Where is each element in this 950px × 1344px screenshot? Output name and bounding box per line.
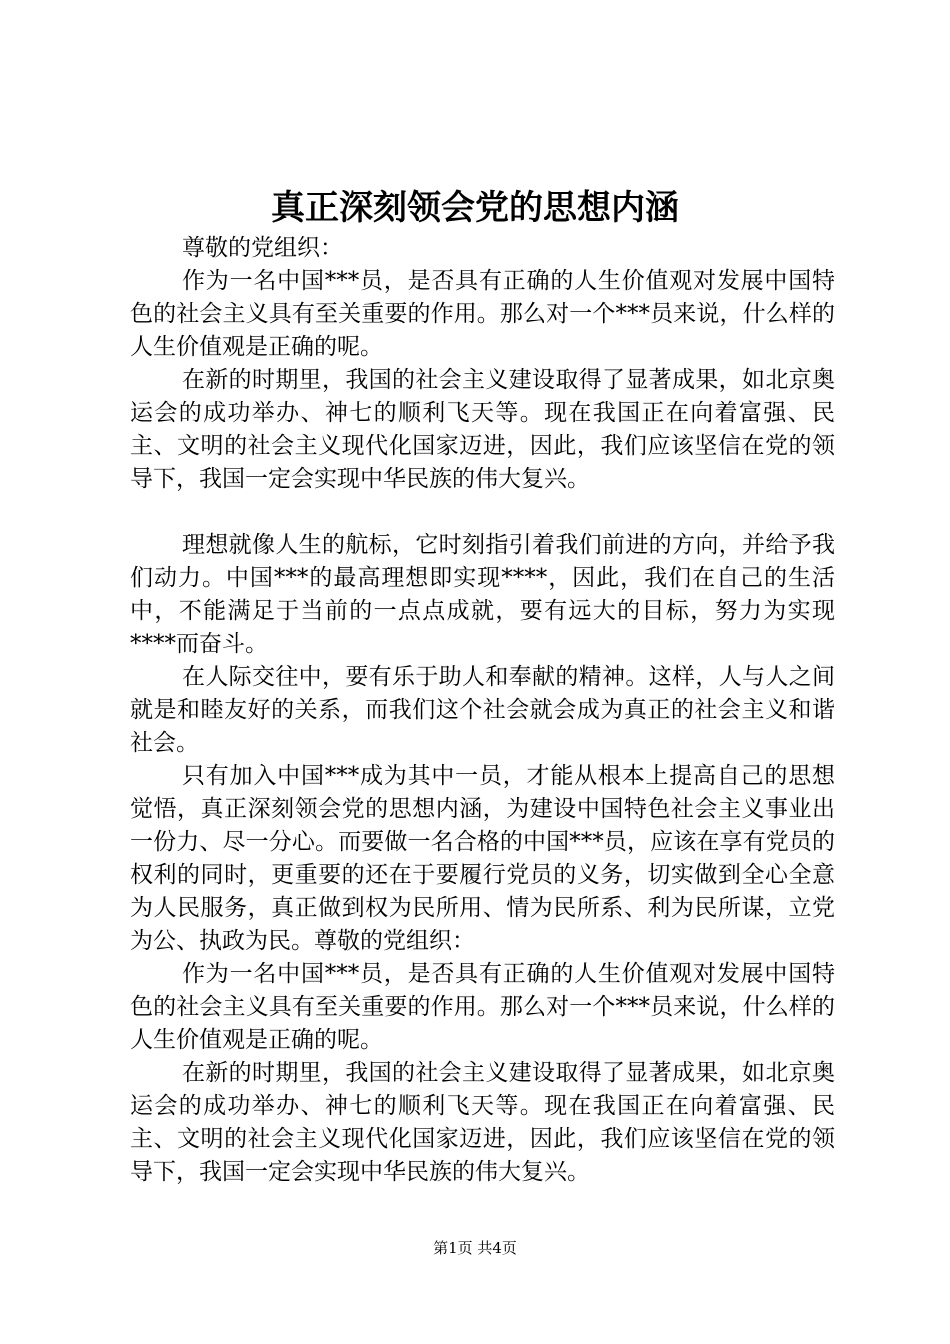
paragraph: 在新的时期里，我国的社会主义建设取得了显著成果，如北京奥运会的成功举办、神七的顺利飞天等。现在我国正在向着富强、民主、文明的社会主义现代化国家迈进，因此，我们应该坚信在党的领导下，我国一定会实现中华民族的伟大复兴。: [130, 367, 835, 492]
document-title: 真正深刻领会党的思想内涵: [271, 188, 679, 228]
paragraph: 作为一名中国***员，是否具有正确的人生价值观对发展中国特色的社会主义具有至关重要的作用。那么对一个***员来说，什么样的人生价值观是正确的呢。: [130, 961, 835, 1053]
page-footer: 第1页 共4页: [433, 1239, 517, 1257]
document-body: [130, 232, 835, 1189]
paragraph: 理想就像人生的航标，它时刻指引着我们前进的方向，并给予我们动力。中国***的最高理想即实现****，因此，我们在自己的生活中，不能满足于当前的一点点成就，要有远大的目标，努力为实现****而奋斗。: [130, 532, 835, 657]
paragraph: 在人际交往中，要有乐于助人和奉献的精神。这样，人与人之间就是和睦友好的关系，而我们这个社会就会成为真正的社会主义和谐社会。: [130, 664, 835, 756]
paragraph: 只有加入中国***成为其中一员，才能从根本上提高自己的思想觉悟，真正深刻领会党的思想内涵，为建设中国特色社会主义事业出一份力、尽一分心。而要做一名合格的中国***员，应该在享有党员的权利的同时，更重要的还在于要履行党员的义务，切实做到全心全意为人民服务，真正做到权为民所用、情为民所系、利为民所谋，立党为公、执政为民。尊敬的党组织：: [130, 763, 835, 954]
paragraph: 作为一名中国***员，是否具有正确的人生价值观对发展中国特色的社会主义具有至关重要的作用。那么对一个***员来说，什么样的人生价值观是正确的呢。: [130, 268, 835, 360]
salutation: 尊敬的党组织：: [182, 235, 343, 261]
paragraph: 在新的时期里，我国的社会主义建设取得了显著成果，如北京奥运会的成功举办、神七的顺利飞天等。现在我国正在向着富强、民主、文明的社会主义现代化国家迈进，因此，我们应该坚信在党的领导下，我国一定会实现中华民族的伟大复兴。: [130, 1060, 835, 1185]
